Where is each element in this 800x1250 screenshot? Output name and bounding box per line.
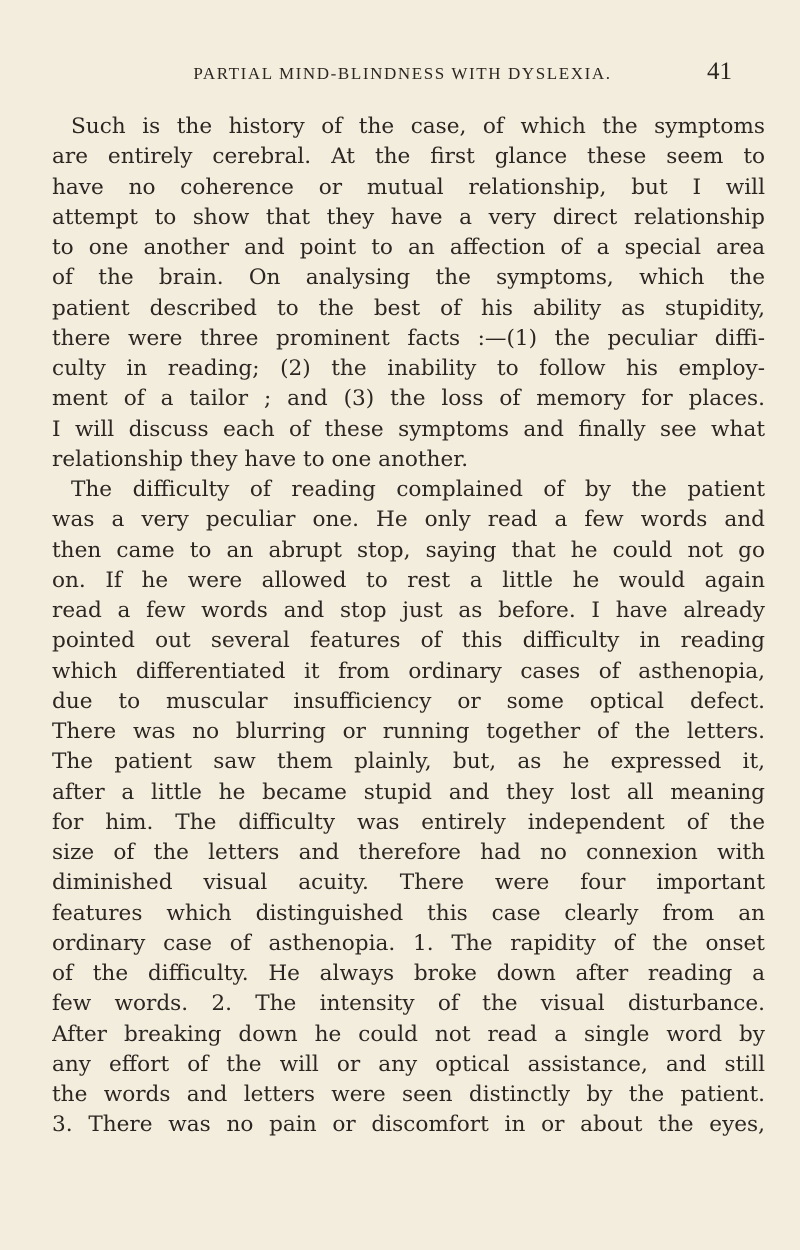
- text-line: The patient saw them plainly, but, as he expressed it,: [52, 749, 765, 775]
- text-line: I will discuss each of these symptoms and finally see what: [52, 416, 765, 442]
- text-line: was a very peculiar one. He only read a few words and: [52, 507, 765, 533]
- text-line: There was no blurring or running together of the letters.: [52, 719, 765, 744]
- text-line: on. If he were allowed to rest a little he would again: [52, 567, 765, 593]
- text-line: attempt to show that they have a very direct relationship: [52, 204, 765, 230]
- text-line: then came to an abrupt stop, saying that he could not go: [52, 537, 765, 563]
- text-line: relationship they have to one another.: [52, 446, 469, 472]
- text-line: 3. There was no pain or discomfort in or about the eyes,: [52, 1112, 765, 1138]
- text-line: After breaking down he could not read a single word by: [52, 1021, 765, 1047]
- text-line: patient described to the best of his ability as stupidity,: [52, 295, 765, 321]
- text-line: the words and letters were seen distinctly by the patient.: [52, 1082, 765, 1107]
- text-line: pointed out several features of this difficulty in reading: [52, 628, 765, 654]
- text-line: of the brain. On analysing the symptoms, which the: [52, 265, 765, 291]
- text-line: are entirely cerebral. At the first glance these seem to: [52, 144, 765, 170]
- page-number: 41: [707, 58, 732, 85]
- text-line: after a little he became stupid and they lost all meaning: [52, 779, 765, 805]
- text-line: few words. 2. The intensity of the visual disturbance.: [52, 991, 765, 1017]
- text-line: to one another and point to an affection of a special area: [52, 235, 765, 260]
- body-text: [52, 112, 765, 1141]
- text-line: any effort of the will or any optical assistance, and still: [52, 1051, 765, 1077]
- text-line: of the difficulty. He always broke down after reading a: [52, 961, 765, 986]
- text-line: features which distinguished this case clearly from an: [52, 900, 765, 926]
- text-line: there were three prominent facts :—(1) the peculiar diffi-: [52, 325, 765, 351]
- text-line: which differentiated it from ordinary cases of asthenopia,: [52, 658, 765, 684]
- text-line: The difficulty of reading complained of by the patient: [71, 477, 765, 502]
- text-line: ment of a tailor ; and (3) the loss of memory for places.: [52, 386, 765, 412]
- text-line: read a few words and stop just as before. I have already: [52, 598, 765, 623]
- text-line: diminished visual acuity. There were four important: [52, 870, 765, 896]
- text-line: culty in reading; (2) the inability to follow his employ-: [52, 356, 765, 381]
- text-line: Such is the history of the case, of which the symptoms: [71, 114, 765, 139]
- text-line: have no coherence or mutual relationship, but I will: [52, 174, 765, 200]
- text-line: ordinary case of asthenopia. 1. The rapidity of the onset: [52, 930, 765, 956]
- text-line: for him. The difficulty was entirely independent of the: [52, 809, 765, 835]
- text-line: size of the letters and therefore had no connexion with: [52, 840, 765, 865]
- text-line: due to muscular insufficiency or some optical defect.: [52, 688, 765, 714]
- running-title: PARTIAL MIND-BLINDNESS WITH DYSLEXIA.: [193, 64, 612, 83]
